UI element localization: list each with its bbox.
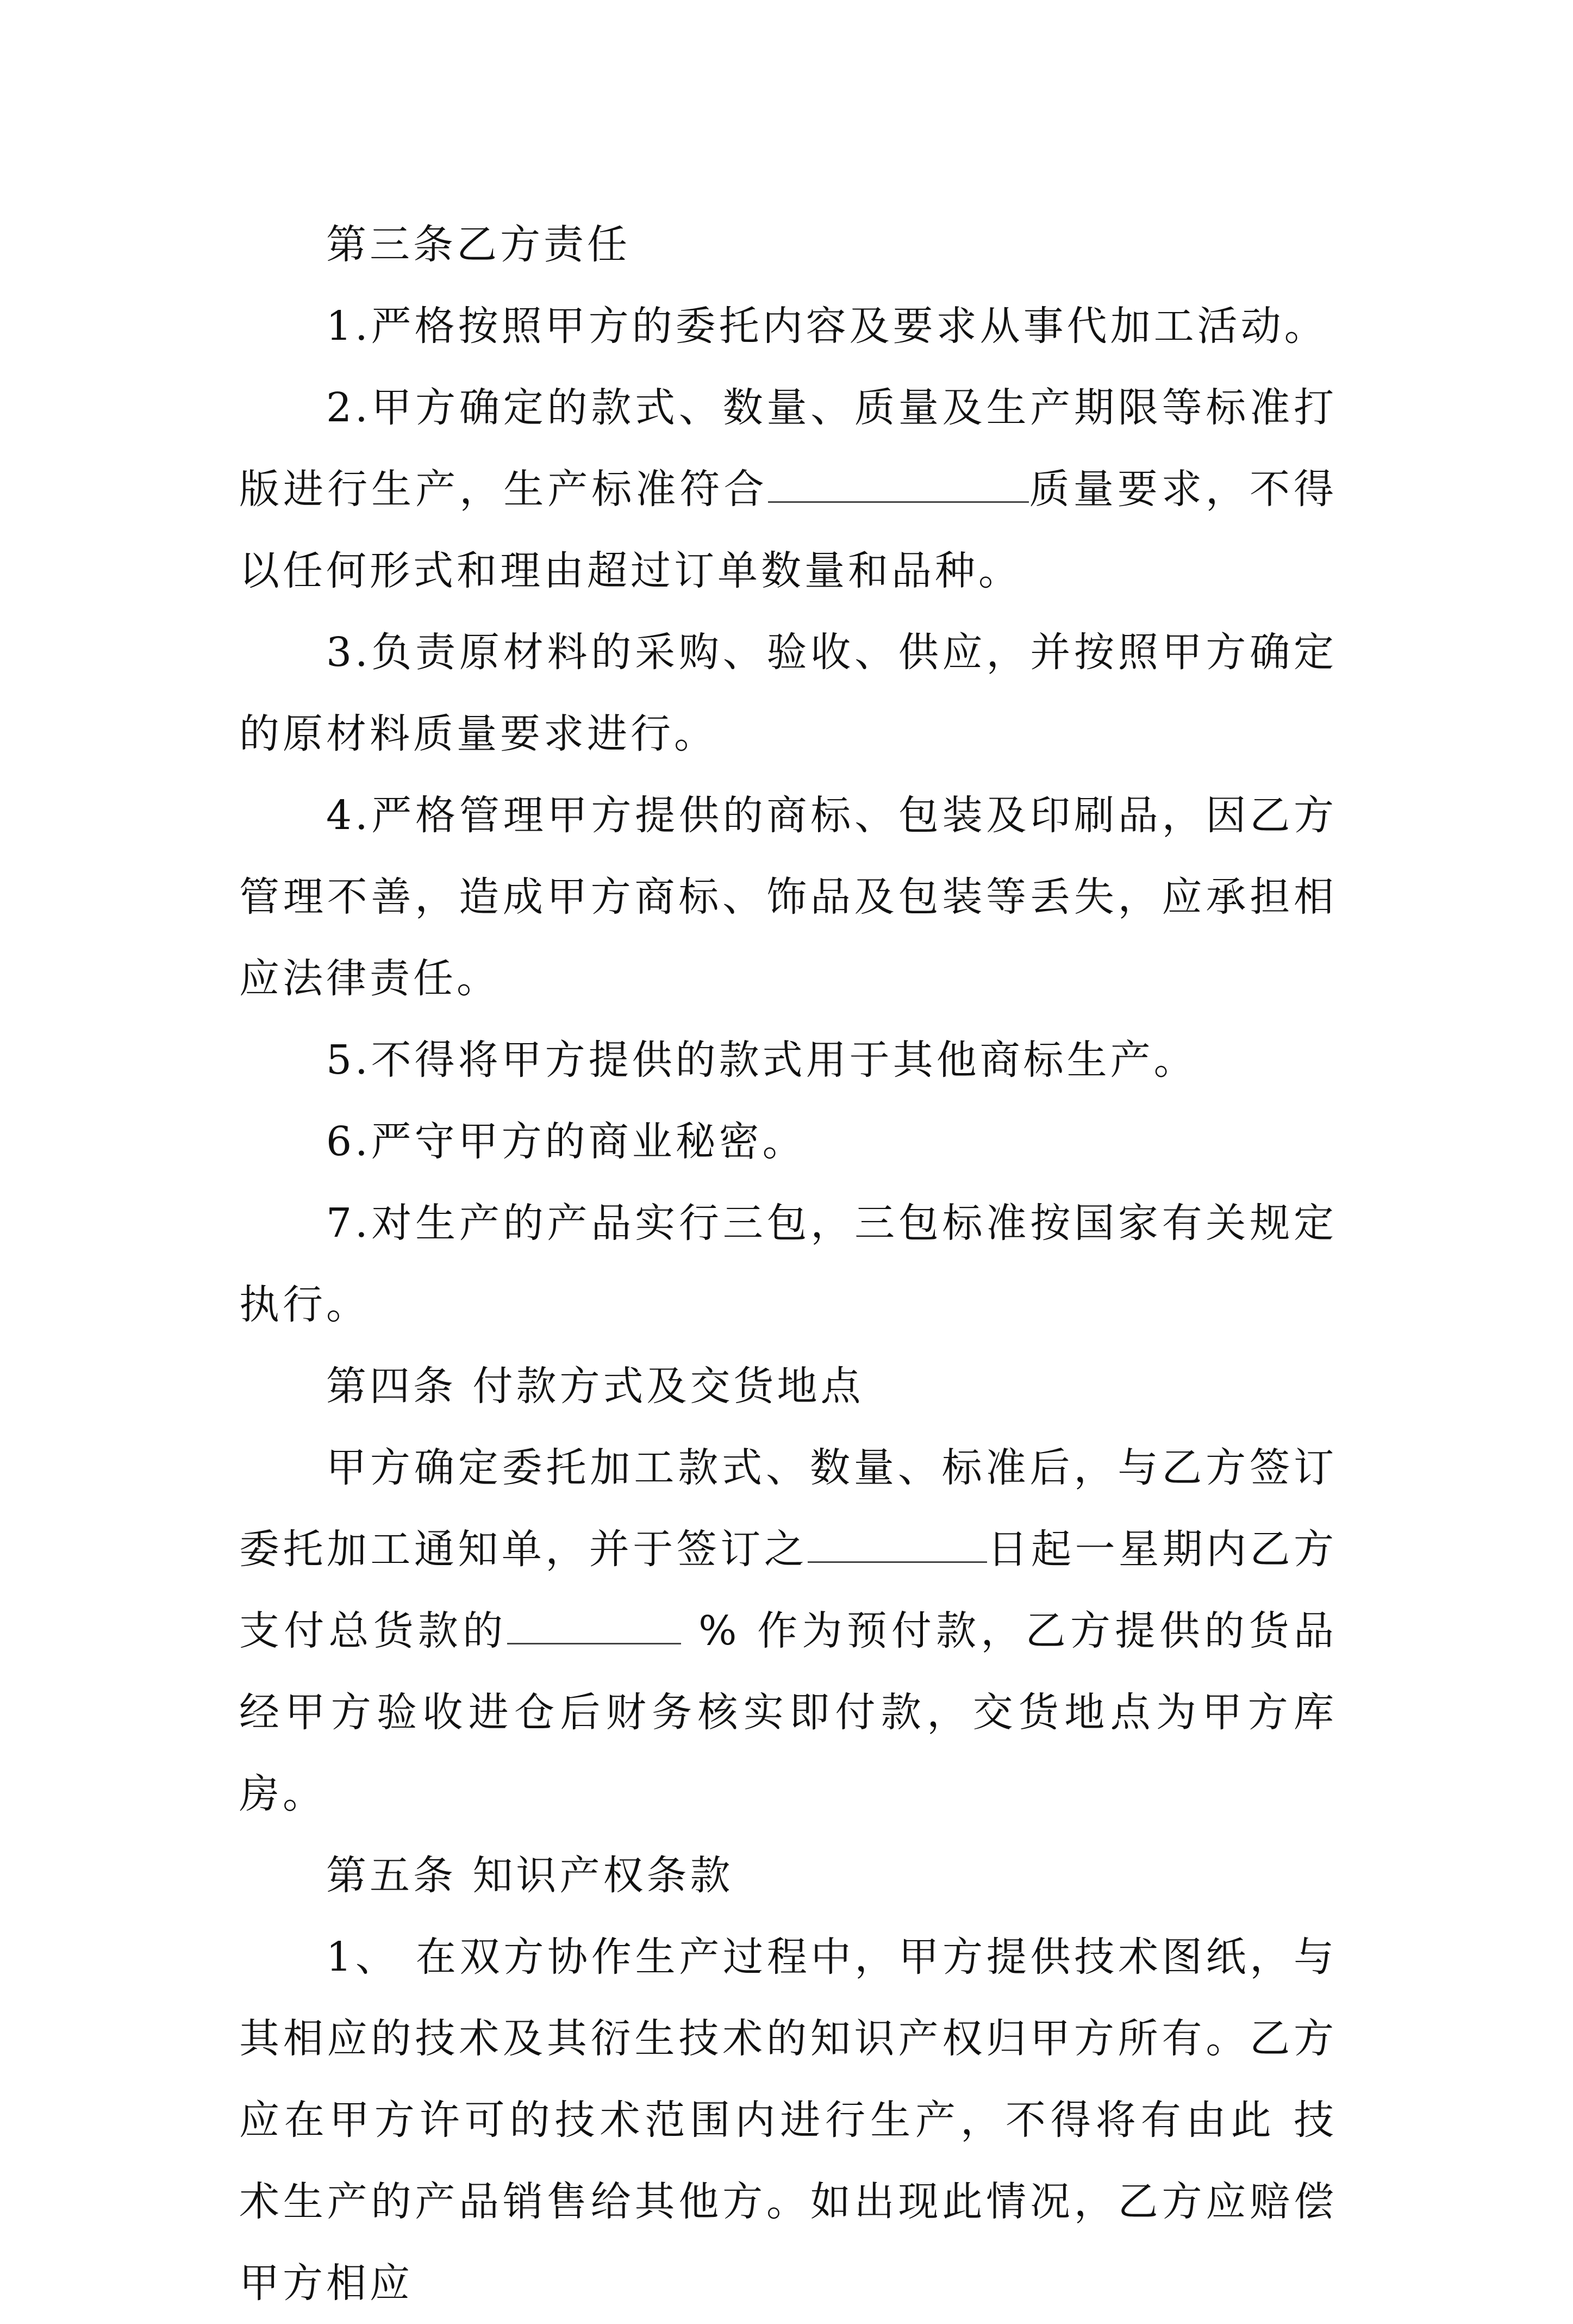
clause-5-1: 1、 在双方协作生产过程中，甲方提供技术图纸，与其相应的技术及其衍生技术的知识产权归甲方所有。乙方应在甲方许可的技术范围内进行生产，不得将有由此 技术生产的产品销售给其他方。如出现此情况，乙方应赔偿甲方相应 <box>239 1934 1337 2307</box>
clause-3-7: 7.对生产的产品实行三包，三包标准按国家有关规定执行。 <box>239 1200 1337 1328</box>
document-body <box>239 204 1337 2324</box>
article-4-body: 甲方确定委托加工款式、数量、标准后，与乙方签订委托加工通知单，并于签订之 日起一星期内乙方支付总货款的 % 作为预付款，乙方提供的货品经甲方验收进仓后财务核实即付款，交货地点为甲方库房。 <box>239 1444 1338 1817</box>
clause-3-4: 4.严格管理甲方提供的商标、包装及印刷品，因乙方管理不善，造成甲方商标、饰品及包装等丢失，应承担相应法律责任。 <box>239 792 1337 1002</box>
clause-3-2: 2.甲方确定的款式、数量、质量及生产期限等标准打版进行生产，生产标准符合 质量要求，不得以任何形式和理由超过订单数量和品种。 <box>239 384 1338 594</box>
article-3-heading: 第三条乙方责任 <box>326 221 631 268</box>
clause-3-6: 6.严守甲方的商业秘密。 <box>326 1118 806 1165</box>
clause-3-1: 1.严格按照甲方的委托内容及要求从事代加工活动。 <box>326 303 1328 350</box>
blank-line-quality-standard[interactable] <box>768 462 1029 503</box>
blank-line-prepayment-percent[interactable] <box>507 1604 681 1644</box>
article-4-heading: 第四条 付款方式及交货地点 <box>326 1363 864 1410</box>
article-5-heading: 第五条 知识产权条款 <box>326 1852 734 1899</box>
clause-3-5: 5.不得将甲方提供的款式用于其他商标生产。 <box>326 1037 1197 1083</box>
blank-line-signing-date[interactable] <box>808 1522 987 1563</box>
clause-3-3: 3.负责原材料的采购、验收、供应，并按照甲方确定的原材料质量要求进行。 <box>239 629 1337 757</box>
